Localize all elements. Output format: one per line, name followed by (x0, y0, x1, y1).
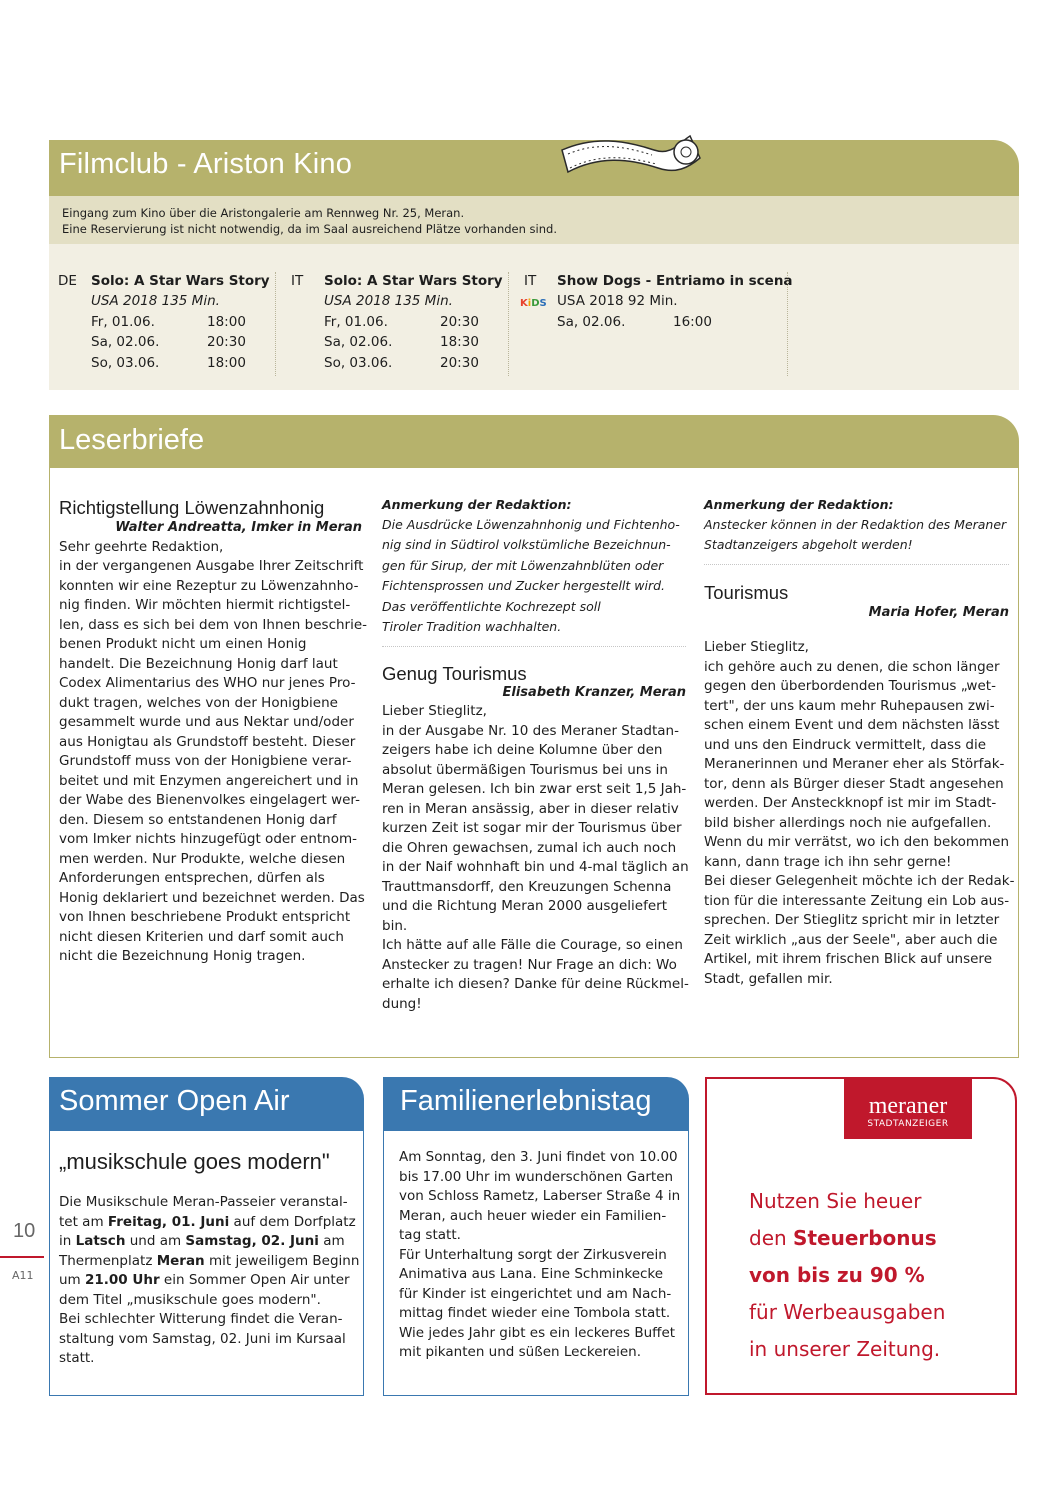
film-strip-icon (554, 128, 704, 188)
text-line: Honig deklariert und bezeichnet werden. Das (59, 889, 365, 906)
film-showtime: So, 03.06. 20:30 (324, 355, 479, 371)
ad-line: von bis zu 90 % (749, 1263, 925, 1287)
text-line: Bei dieser Gelegenheit möchte ich der Redak- (704, 873, 1015, 889)
text-line: tert", der uns kaum mehr Ruhepausen zwi- (704, 697, 995, 714)
ad-line: den Steuerbonus (749, 1226, 937, 1250)
text-line: Lieber Stieglitz, (704, 639, 809, 655)
film-showtime: Sa, 02.06. 18:30 (324, 334, 479, 350)
text-line: Lieber Stieglitz, (382, 703, 487, 719)
sommer-text: Die Musikschule Meran-Passeier veranstal- tet am Freitag, 01. Juni auf dem Dorfplatz in Latsch und am Samstag, 02. Juni am Thermenplatz Meran mit jeweiligem Beginn um 21.00 Uhr ein Sommer Open Air unter dem Titel „musikschule goes modern". Bei schlechter Witterung findet die Veran- staltung vom Samstag, 02. Juni im Kursaal statt. (59, 1194, 360, 1366)
text-line: vom Imker nichts hinzugefügt oder entnom- (59, 831, 358, 847)
text-line: benen Produkt nicht um einen Honig (59, 636, 307, 652)
text-line: erhalte ich diesen? Danke für deine Rückmel- (382, 976, 689, 992)
film-title: Solo: A Star Wars Story (91, 273, 270, 289)
editor-note-text (704, 515, 1009, 556)
text-line: gen für Sirup, der mit Löwenzahnblüten oder (382, 557, 664, 573)
film-showtime: Fr, 01.06. 18:00 (91, 314, 246, 330)
film-showtime: So, 03.06. 18:00 (91, 355, 246, 371)
text-line: Das veröffentlichte Kochrezept soll (382, 598, 601, 614)
text-line: kann, dann trage ich ihn sehr gerne! (704, 853, 952, 870)
film-title: Show Dogs - Entriamo in scena (557, 273, 793, 289)
text-line: Wenn du mir verrätst, wo ich den bekommen (704, 834, 1010, 850)
text-line: handelt. Die Bezeichnung Honig darf laut (59, 655, 338, 672)
letter-author: Walter Andreatta, Imker in Meran (115, 520, 362, 535)
text-line: schen einem Event und dem nächsten lässt (704, 717, 1000, 733)
text-line: nig finden. Wir möchten hiermit richtigstel- (59, 597, 351, 613)
text-line: Ich hätte auf alle Fälle die Courage, so einen (382, 937, 683, 953)
text-line: Meran gelesen. Ich bin zwar erst seit 1,5 Jah- (382, 781, 687, 797)
text-line: dung! (382, 995, 422, 1012)
text-line: Wie jedes Jahr gibt es ein leckeres Buffet (399, 1324, 676, 1341)
filmclub-header (49, 140, 1019, 196)
ad-line: Nutzen Sie heuer (749, 1189, 922, 1213)
text-line: bin. (382, 917, 408, 934)
letter-heading: Richtigstellung Löwenzahnhonig (59, 497, 325, 518)
text-line: beitet und mit Enzymen angereichert und in (59, 772, 359, 789)
leserbriefe-header (49, 415, 1019, 468)
letter-column-3 (704, 495, 1015, 989)
text-line: Anforderungen entsprechen, dürfen als (59, 870, 325, 886)
text-line: tag statt. (399, 1227, 461, 1243)
page-number: 10 (13, 1220, 36, 1242)
text-line: Tiroler Tradition wachhalten. (382, 619, 562, 634)
text-line: gegen den überbordenden Tourismus „wet- (704, 678, 996, 694)
filmclub-schedule (49, 244, 1019, 390)
film-language: IT (291, 273, 304, 289)
text-line: Sehr geehrte Redaktion, (59, 538, 224, 555)
film-meta: USA 2018 135 Min. (324, 293, 453, 309)
sommer-title: Sommer Open Air (59, 1085, 290, 1117)
ad-line: für Werbeausgaben (749, 1300, 946, 1324)
meraner-logo: meraner STADTANZEIGER (844, 1077, 972, 1139)
text-line: mit pikanten und süßen Leckereien. (399, 1344, 641, 1360)
text-line: und die Richtung Meran 2000 ausgeliefert (382, 898, 667, 914)
text-line: Grundstoff muss von der Honigbiene verar- (59, 753, 352, 769)
text-line: len, dass es sich bei dem von Ihnen beschrie- (59, 616, 368, 633)
letter-author: Elisabeth Kranzer, Meran (502, 684, 686, 700)
leserbriefe-title: Leserbriefe (59, 424, 205, 456)
text-line: und uns den Eindruck vermittelt, dass die (704, 736, 987, 753)
text-line: Meran, auch heuer wieder ein Familien- (399, 1207, 667, 1224)
filmclub-notice (49, 196, 1019, 244)
text-line: der Wabe des Bienenvolkes eingelagert wer- (59, 792, 360, 808)
editor-note-heading: Anmerkung der Redaktion: (704, 497, 894, 512)
editor-note-heading: Anmerkung der Redaktion: (382, 497, 572, 512)
film-language: IT (524, 273, 537, 289)
text-line: in der vergangenen Ausgabe Ihrer Zeitschrift (59, 558, 364, 574)
letter-heading: Tourismus (704, 581, 789, 603)
letter-column-2 (382, 495, 689, 1014)
film-showtime: Sa, 02.06. 20:30 (91, 334, 246, 350)
filmclub-title: Filmclub - Ariston Kino (59, 148, 353, 180)
film-language: DE (58, 273, 77, 289)
text-line: dukt tragen, welches von der Honigbiene (59, 694, 338, 711)
column-divider (508, 272, 509, 376)
text-line: für Kinder ist eingerichtet und am Nach- (399, 1285, 672, 1302)
text-line: Anstecker zu tragen! Nur Frage an dich: Wo (382, 956, 677, 973)
film-showtime: Sa, 02.06. 16:00 (557, 314, 712, 330)
text-line: Codex Alimentarius des WHO nur jenes Pro- (59, 675, 356, 691)
text-line: kurzen Zeit ist sogar mir der Tourismus über (382, 820, 682, 836)
notice-line: Eingang zum Kino über die Aristongalerie am Rennweg Nr. 25, Meran. (62, 206, 465, 220)
text-line: tion für die interessante Zeitung ein Lob aus- (704, 892, 1010, 909)
text-line: zeigers habe ich deine Kolumne über den (382, 742, 663, 758)
sommer-subtitle: „musikschule goes modern" (59, 1149, 330, 1174)
text-line: konnten wir eine Rezeptur zu Löwenzahnho- (59, 577, 359, 594)
column-divider (275, 272, 276, 376)
editor-note-text (382, 515, 686, 638)
notice-line: Eine Reservierung ist nicht notwendig, da im Saal ausreichend Plätze vorhanden sind. (62, 222, 557, 236)
text-line: von Schloss Rametz, Laberser Straße 4 in (399, 1188, 681, 1204)
text-line: Anstecker können in der Redaktion des Meraner (704, 516, 1007, 532)
text-line: Trauttmansdorff, den Kreuzungen Schenna (382, 878, 672, 895)
steuerbonus-ad (705, 1077, 1017, 1395)
text-line: den. Diesem so entstandenen Honig darf (59, 811, 337, 828)
text-line: bild bisher allerdings noch nie aufgefallen. (704, 814, 992, 831)
column-divider (787, 272, 788, 376)
text-line: nicht diesen Kriterien und darf somit auch (59, 928, 344, 945)
text-line: Animativa aus Lana. Eine Schminkecke (399, 1266, 664, 1282)
film-title: Solo: A Star Wars Story (324, 273, 503, 289)
text-line: die Ohren gewachsen, zumal ich auch noch (382, 839, 677, 856)
dotted-separator (704, 564, 1009, 565)
letter-column-1 (59, 496, 368, 967)
kids-badge: KiDS (520, 298, 547, 309)
text-line: Artikel, mit ihrem frischen Blick auf unsere (704, 951, 992, 967)
text-line: Stadt, gefallen mir. (704, 970, 833, 987)
familien-title: Familienerlebnistag (400, 1085, 652, 1117)
familien-text (399, 1148, 680, 1363)
dotted-separator (382, 646, 686, 647)
ad-line: in unserer Zeitung. (749, 1337, 941, 1361)
film-meta: USA 2018 135 Min. (91, 293, 220, 309)
text-line: aus Honigtau als Grundstoff besteht. Dieser (59, 733, 356, 750)
sommer-header (49, 1077, 364, 1131)
text-line: nicht die Bezeichnung Honig tragen. (59, 948, 306, 964)
text-line: tor, denn als Bürger dieser Stadt angesehen (704, 775, 1004, 792)
letter-text (382, 702, 689, 1014)
text-line: von Ihnen beschriebene Produkt entspricht (59, 909, 351, 925)
text-line: Fichtensprossen und Zucker hergestellt wird. (382, 578, 666, 593)
text-line: Für Unterhaltung sorgt der Zirkusverein (399, 1246, 667, 1263)
text-line: ich gehöre auch zu denen, die schon länger (704, 658, 1000, 675)
text-line: sprechen. Der Stieglitz spricht mir in letzter (704, 912, 1000, 928)
film-meta: USA 2018 92 Min. (557, 293, 678, 309)
letter-heading: Genug Tourismus (382, 662, 527, 684)
letter-text (704, 638, 1015, 989)
text-line: Zeit wirklich „aus der Seele", aber auch die (704, 931, 998, 948)
film-showtime: Fr, 01.06. 20:30 (324, 314, 479, 330)
text-line: men werden. Nur Produkte, welche diesen (59, 850, 346, 867)
text-line: in der Naif wohnhaft bin und 4-mal täglich an (382, 859, 689, 875)
text-line: bis 17.00 Uhr im wunderschönen Garten (399, 1168, 674, 1185)
page-rule (0, 1256, 44, 1258)
text-line: in der Ausgabe Nr. 10 des Meraner Stadtan- (382, 722, 679, 739)
text-line: ren in Meran ansässig, aber in dieser relativ (382, 800, 679, 817)
page-code: A11 (12, 1269, 34, 1282)
text-line: Stadtanzeigers abgeholt werden! (704, 537, 913, 552)
text-line: Meranerinnen und Meraner eher als Störfak- (704, 756, 1005, 772)
text-line: Die Ausdrücke Löwenzahnhonig und Fichtenho- (382, 516, 680, 532)
text-line: absolut übermäßigen Tourismus bei uns in (382, 761, 668, 778)
text-line: werden. Der Ansteckknopf ist mir im Stadt- (704, 795, 997, 811)
letter-text (59, 538, 368, 967)
familien-header (383, 1077, 689, 1131)
letter-author: Maria Hofer, Meran (868, 604, 1009, 620)
text-line: gesammelt wurde und aus Nektar und/oder (59, 714, 354, 730)
text-line: mittag findet wieder eine Tombola statt. (399, 1305, 671, 1321)
text-line: nig sind in Südtirol volkstümliche Bezeichnun- (382, 537, 671, 552)
text-line: Am Sonntag, den 3. Juni findet von 10.00 (399, 1149, 678, 1165)
